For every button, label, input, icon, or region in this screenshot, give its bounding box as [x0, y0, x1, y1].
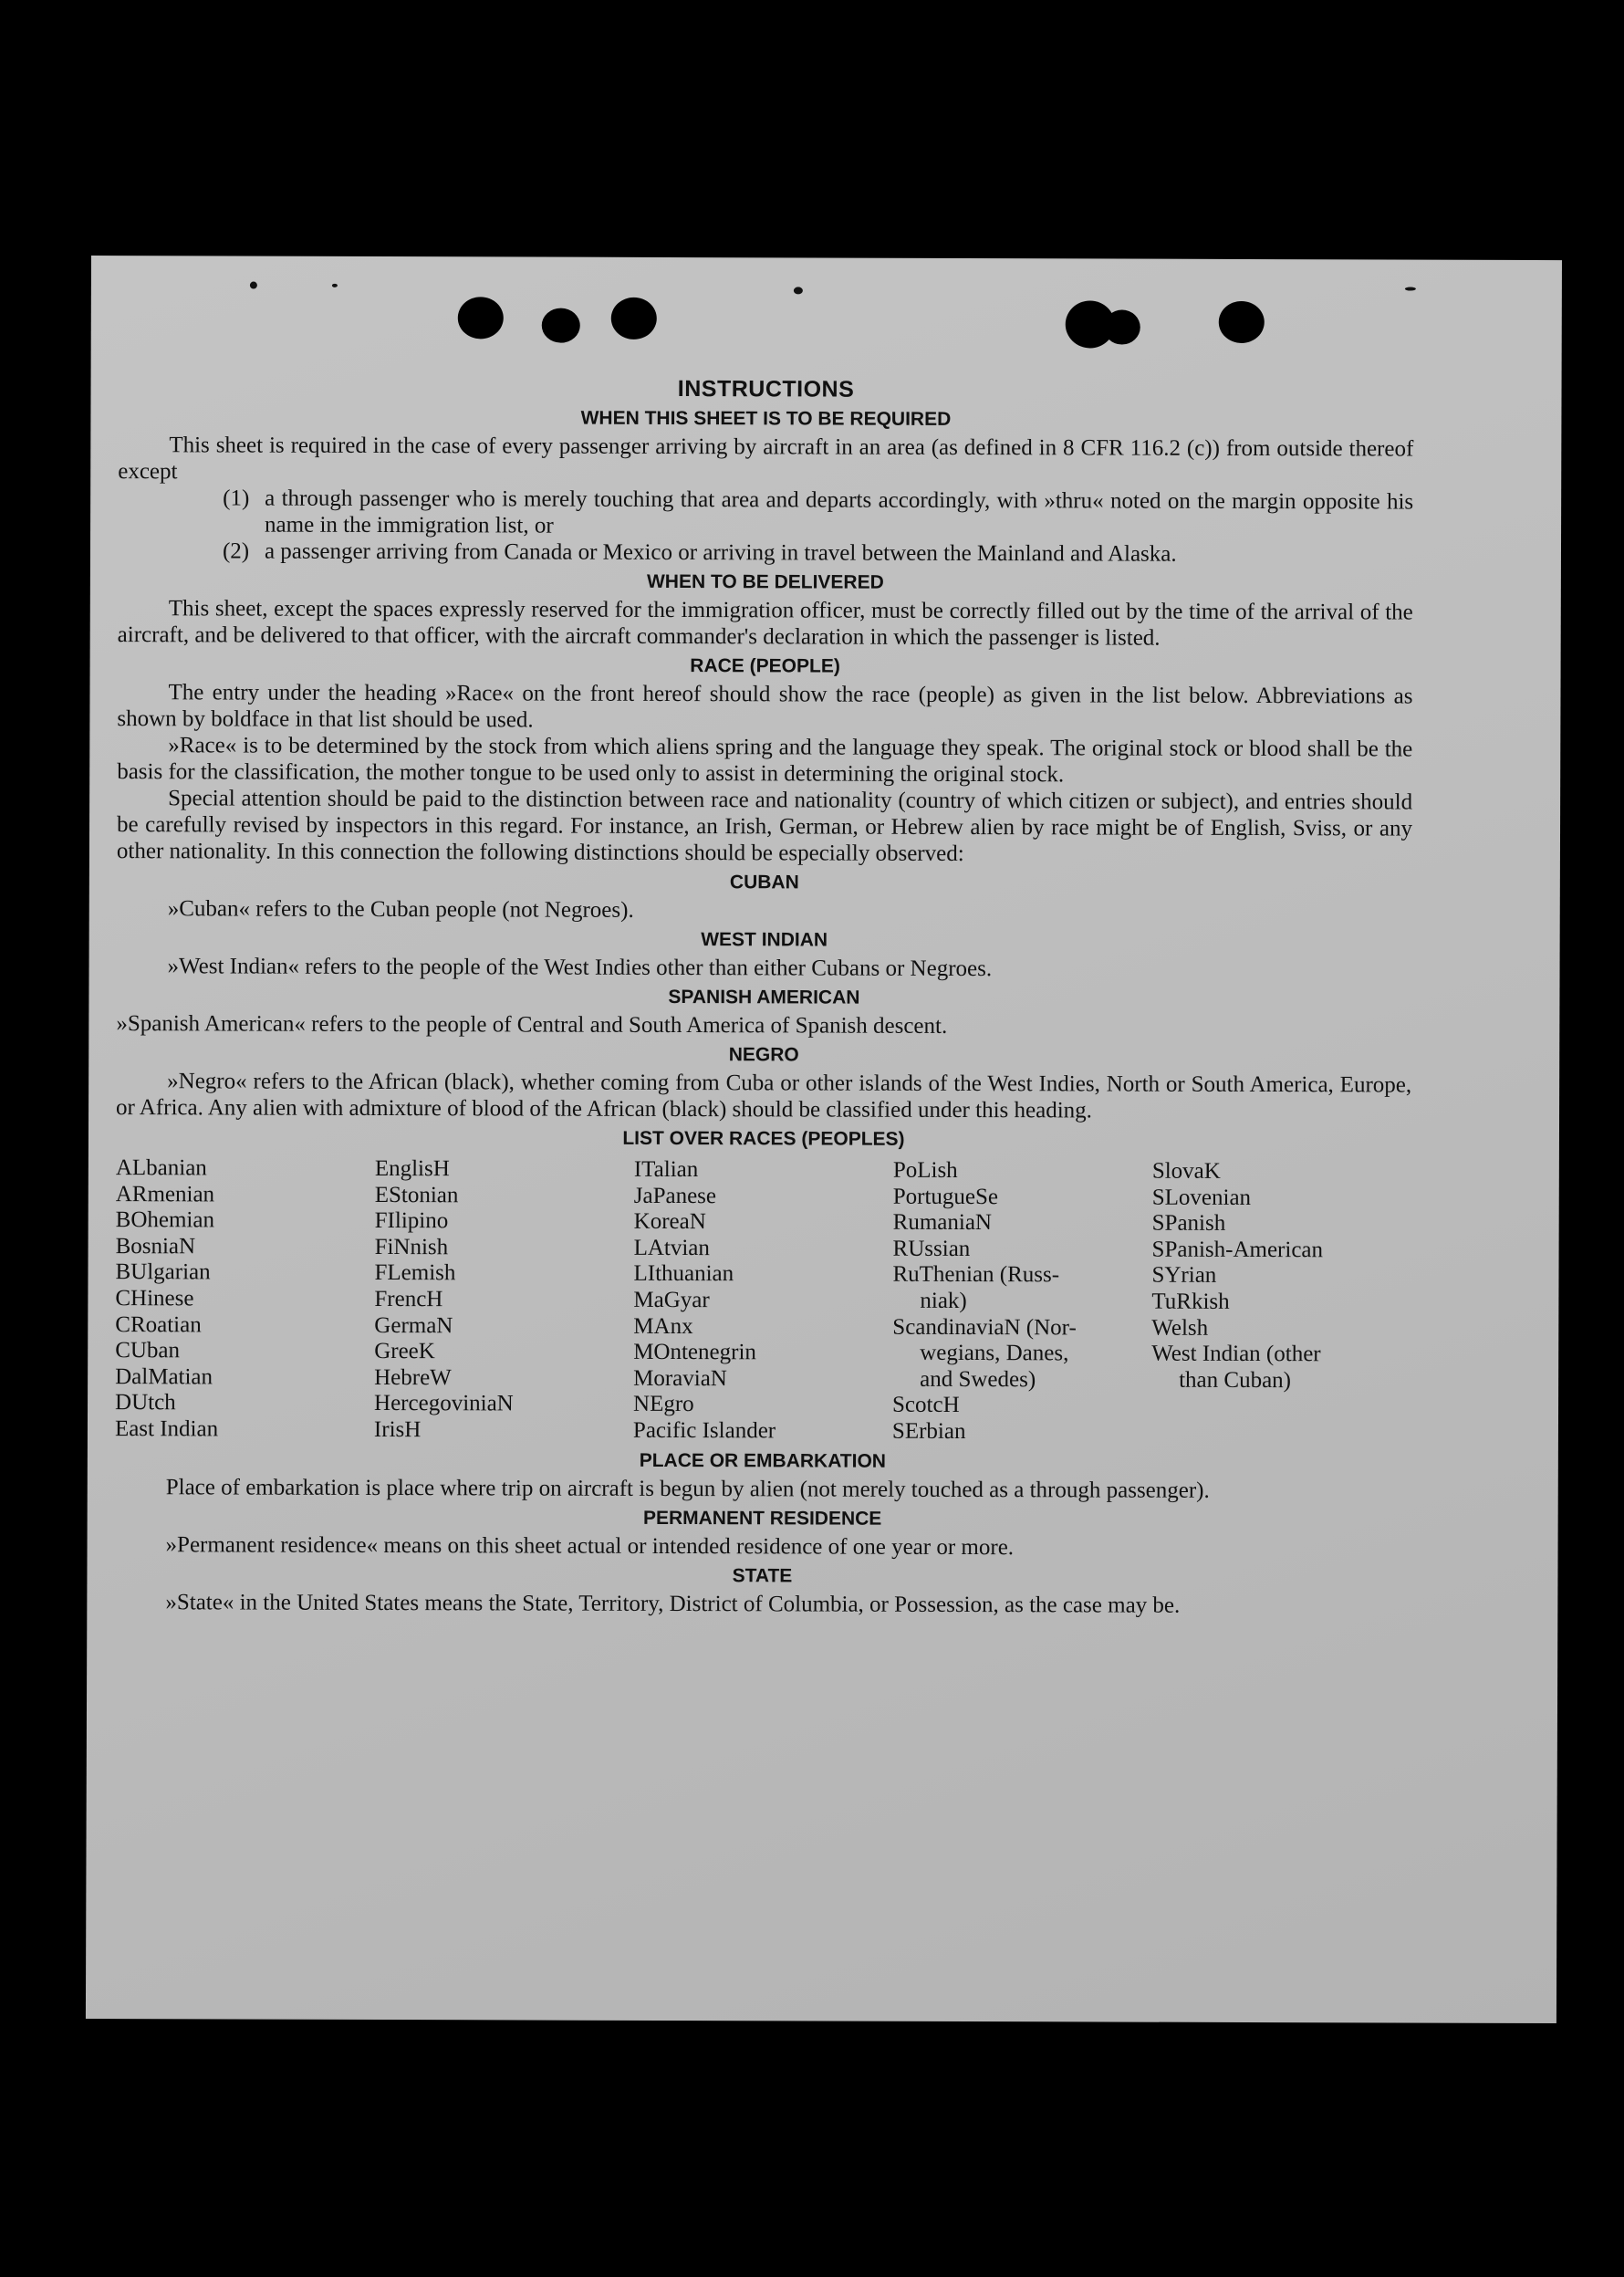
race-entry: wegians, Danes,: [920, 1341, 1069, 1366]
races-column: [892, 1158, 1152, 1446]
race-entry: CUban: [115, 1338, 181, 1363]
race-paragraph-1: The entry under the heading »Race« on the front hereof should show the race (people) as given in the list below. Abbreviations as shown by boldface in that list should be used.: [117, 680, 1413, 733]
race-entry: RuThenian (Russ-: [892, 1262, 1060, 1288]
race-entry: MAnx: [633, 1313, 693, 1339]
race-entry: MoraviaN: [633, 1365, 727, 1391]
section-heading: RACE (PEOPLE): [690, 655, 840, 677]
punch-hole: [1104, 309, 1140, 344]
race-entry: MOntenegrin: [633, 1340, 756, 1365]
race-entry: DUtch: [115, 1390, 176, 1415]
item-number: (2): [222, 538, 250, 564]
race-entry: MaGyar: [633, 1287, 710, 1313]
west-indian-text: »West Indian« refers to the people of the West Indies other than either Cubans or Negroes.: [167, 954, 993, 982]
race-entry: ARmenian: [115, 1181, 215, 1207]
west-indian-heading: WEST INDIAN: [701, 929, 828, 951]
race-entry: GreeK: [374, 1339, 435, 1364]
race-entry: EnglisH: [374, 1155, 450, 1182]
paper-mark: [1405, 287, 1416, 291]
race-entry: GermaN: [374, 1312, 453, 1338]
race-entry: IrisH: [373, 1416, 422, 1443]
residence-heading: PERMANENT RESIDENCE: [642, 1507, 882, 1530]
paper-mark: [794, 287, 803, 294]
race-entry: EStonian: [374, 1182, 459, 1207]
race-entry: BOhemian: [115, 1207, 215, 1233]
item-number: (1): [223, 486, 250, 511]
embarkation-heading: PLACE OR EMBARKATION: [639, 1449, 887, 1472]
races-column: [374, 1156, 634, 1444]
race-entry: East Indian: [114, 1416, 219, 1442]
race-entry: Welsh: [1151, 1315, 1209, 1341]
state-heading: STATE: [732, 1564, 793, 1586]
race-entry: PortugueSe: [892, 1184, 999, 1209]
race-entry: LAtvian: [633, 1235, 710, 1260]
race-entry: KoreaN: [633, 1209, 706, 1235]
races-list-heading: LIST OVER RACES (PEOPLES): [622, 1127, 905, 1150]
race-entry: SPanish: [1151, 1210, 1226, 1237]
punch-hole: [1219, 301, 1265, 343]
list-item: [118, 485, 1413, 541]
race-entry: RumaniaN: [892, 1209, 993, 1236]
page-title: INSTRUCTIONS: [677, 376, 855, 402]
race-entry: PoLish: [892, 1157, 958, 1183]
race-entry: DalMatian: [115, 1363, 213, 1390]
race-entry: Pacific Islander: [632, 1417, 776, 1444]
negro-text: »Negro« refers to the African (black), whether coming from Cuba or other islands of the West Indies, North or South America, Europe, or Africa. Any alien with admixture of blood of the African (black) should be classified under this heading.: [116, 1069, 1412, 1123]
section-heading: WHEN TO BE DELIVERED: [646, 570, 884, 593]
paper-mark: [250, 282, 257, 289]
race-paragraph-2: »Race« is to be determined by the stock from which aliens spring and the language they speak. The original stock or blood shall be the basis for the classification, the mother tongue to be used only to assist in determining the original stock.: [117, 733, 1413, 788]
race-entry: SLovenian: [1151, 1185, 1252, 1210]
paper-mark: [332, 284, 338, 287]
delivered-text: This sheet, except the spaces expressly reserved for the immigration officer, must be correctly filled out by the time of the arrival of the aircraft, and be delivered to that officer, with the aircraft commander's declaration in which the passenger is listed.: [117, 596, 1413, 651]
race-entry: CRoatian: [115, 1311, 202, 1337]
item-text: a through passenger who is merely touching that area and departs accordingly, with »thru« noted on the margin opposite his name in the immigration list, or: [265, 486, 1414, 538]
cuban-text: »Cuban« refers to the Cuban people (not Negroes).: [167, 896, 634, 923]
spanish-american-text: »Spanish American« refers to the people of Central and South America of Spanish descent.: [116, 1011, 948, 1039]
race-entry: NEgro: [633, 1392, 694, 1417]
cuban-heading: CUBAN: [729, 872, 799, 893]
race-entry: ITalian: [633, 1156, 699, 1183]
race-entry: LIthuanian: [633, 1261, 734, 1287]
race-entry: BosniaN: [115, 1233, 196, 1259]
races-column: [1151, 1159, 1411, 1447]
list-item: [118, 538, 1413, 568]
race-entry: SlovaK: [1151, 1158, 1221, 1184]
race-entry: FiNnish: [374, 1234, 449, 1260]
section-heading: WHEN THIS SHEET IS TO BE REQUIRED: [580, 407, 952, 430]
race-entry: TuRkish: [1151, 1289, 1230, 1314]
punch-hole: [542, 308, 580, 343]
race-entry: CHinese: [115, 1286, 194, 1311]
punch-hole: [611, 298, 657, 339]
required-intro: This sheet is required in the case of every passenger arriving by aircraft in an area (as defined in 8 CFR 116.2 (c)) from outside thereof except: [118, 433, 1414, 485]
race-entry: HercegoviniaN: [374, 1391, 514, 1416]
embarkation-text: Place of embarkation is place where trip on aircraft is begun by alien (not merely touched as a through passenger).: [165, 1474, 1210, 1503]
race-entry: SYrian: [1151, 1263, 1217, 1289]
races-column: [115, 1155, 375, 1443]
race-entry: HebreW: [374, 1364, 452, 1390]
spanish-american-heading: SPANISH AMERICAN: [668, 986, 860, 1008]
race-entry: ALbanian: [115, 1155, 207, 1181]
race-entry: SPanish-American: [1151, 1237, 1324, 1263]
race-entry: BUlgarian: [115, 1259, 211, 1285]
races-list: [115, 1155, 1411, 1447]
race-entry: niak): [920, 1288, 967, 1313]
state-text: »State« in the United States means the State, Territory, District of Columbia, or Possession, as the case may be.: [165, 1589, 1181, 1618]
item-text: a passenger arriving from Canada or Mexico or arriving in travel between the Mainland and Alaska.: [264, 538, 1177, 567]
race-entry: RUssian: [892, 1236, 971, 1261]
race-entry: FLemish: [374, 1260, 456, 1286]
race-entry: ScandinaviaN (Nor-: [892, 1314, 1077, 1340]
negro-heading: NEGRO: [728, 1044, 799, 1066]
race-entry: than Cuban): [1179, 1367, 1292, 1393]
race-entry: and Swedes): [920, 1366, 1036, 1393]
race-paragraph-3: Special attention should be paid to the distinction between race and nationality (country of which citizen or subject), and entries should be carefully revised by inspectors in this regard. For instance, an Irish, German, or Hebrew alien by race might be of English, Sviss, or any other nationality. In this connection the following distinctions should be especially observed:: [116, 786, 1413, 867]
document-sheet: [86, 256, 1562, 2023]
punch-hole: [458, 297, 504, 339]
document-body: [114, 374, 1413, 1619]
race-entry: West Indian (other: [1151, 1341, 1321, 1367]
race-entry: SErbian: [891, 1418, 966, 1444]
race-entry: FIlipino: [374, 1208, 449, 1234]
residence-text: »Permanent residence« means on this sheet actual or intended residence of one year or more.: [165, 1531, 1015, 1560]
races-column: [633, 1157, 893, 1445]
race-entry: ScotcH: [892, 1393, 960, 1418]
race-entry: FrencH: [374, 1286, 443, 1312]
race-entry: JaPanese: [633, 1183, 717, 1208]
